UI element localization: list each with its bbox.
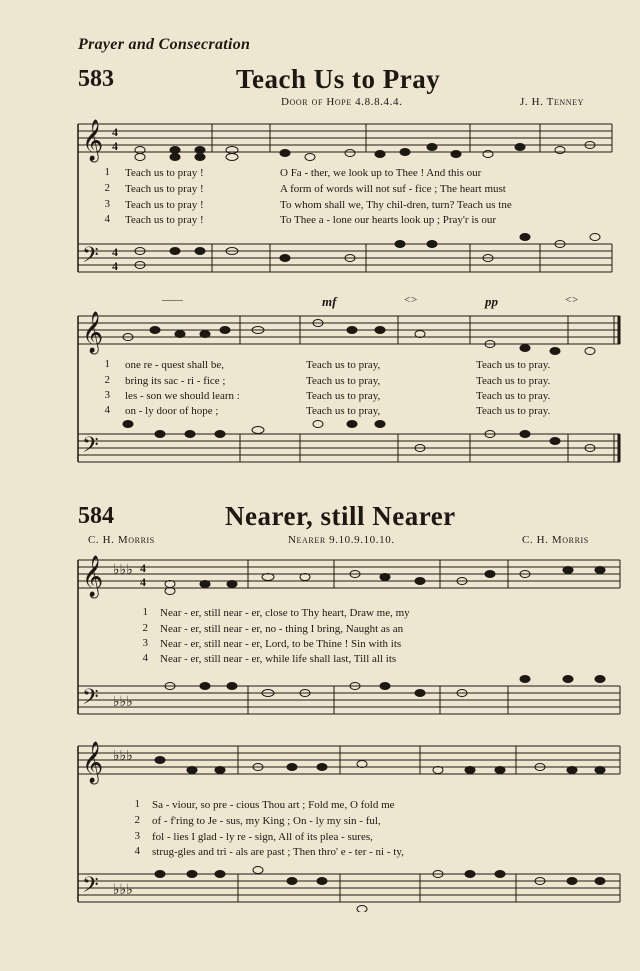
verse-text: Teach us to pray ! xyxy=(125,199,204,211)
hymn-584-title: Nearer, still Nearer xyxy=(225,501,456,531)
svg-text:𝄢: 𝄢 xyxy=(82,243,99,272)
verse-text: strug-gles and tri - als are past ; Then thro' e - ter - ni - ty, xyxy=(152,846,404,858)
verse-text: Teach us to pray. xyxy=(476,405,551,417)
verse-text: Near - er, still near - er, Lord, to be Thine ! Sin with its xyxy=(160,638,402,650)
svg-text:4: 4 xyxy=(112,259,118,273)
verse-text: Near - er, still near - er, while life shall last, Till all its xyxy=(160,653,397,665)
hymn-584-author: C. H. Morris xyxy=(88,534,155,546)
hymn-584-number: 584 xyxy=(78,503,114,529)
verse-text: Teach us to pray, xyxy=(306,375,381,387)
verse-text: Teach us to pray ! xyxy=(125,183,204,195)
verse-text: Teach us to pray, xyxy=(306,359,381,371)
hymn-583-number: 583 xyxy=(78,66,114,92)
verse-text: on - ly door of hope ; xyxy=(125,405,219,417)
verse-text: fol - lies I glad - ly re - sign, All of its plea - sures, xyxy=(152,831,373,843)
verse-text: Teach us to pray ! xyxy=(125,214,204,226)
svg-text:𝄞: 𝄞 xyxy=(82,742,104,782)
verse-text: Teach us to pray, xyxy=(306,405,381,417)
hymn-584-tune: Nearer 9.10.9.10.10. xyxy=(288,534,395,546)
verse-text: les - son we should learn : xyxy=(125,390,240,402)
svg-text:♭♭♭: ♭♭♭ xyxy=(113,883,133,898)
svg-text:4: 4 xyxy=(112,139,118,153)
svg-text:4: 4 xyxy=(140,575,146,589)
verse-text: Sa - viour, so pre - cious Thou art ; Fold me, O fold me xyxy=(152,799,395,811)
hymn-584-composer: C. H. Morris xyxy=(522,534,589,546)
crescendo-mark: —— xyxy=(162,294,182,306)
dynamic-mark: mf xyxy=(322,294,337,309)
verse-text: one re - quest shall be, xyxy=(125,359,224,371)
svg-text:𝄢: 𝄢 xyxy=(82,685,99,714)
verse-text: Teach us to pray, xyxy=(306,390,381,402)
svg-text:𝄢: 𝄢 xyxy=(82,433,99,462)
svg-text:𝄞: 𝄞 xyxy=(82,120,104,160)
verse-text: bring its sac - ri - fice ; xyxy=(125,375,226,387)
verse-text: Teach us to pray. xyxy=(476,375,551,387)
svg-text:𝄞: 𝄞 xyxy=(82,556,104,596)
svg-text:♭♭♭: ♭♭♭ xyxy=(113,695,133,710)
verse-text: O Fa - ther, we look up to Thee ! And this our xyxy=(280,167,482,179)
svg-text:𝄞: 𝄞 xyxy=(82,312,104,352)
dynamic-mark: pp xyxy=(485,294,498,309)
verse-text: To whom shall we, Thy chil-dren, turn? Teach us tne xyxy=(280,199,512,211)
hairpin-mark: < > xyxy=(404,294,417,306)
verse-text: Teach us to pray ! xyxy=(125,167,204,179)
svg-text:4: 4 xyxy=(112,245,118,259)
verse-text: A form of words will not suf - fice ; The heart must xyxy=(280,183,506,195)
verse-text: Teach us to pray. xyxy=(476,390,551,402)
hairpin-mark: < > xyxy=(565,294,578,306)
verse-text: To Thee a - lone our hearts look up ; Pray'r is our xyxy=(280,214,497,226)
verse-text: Teach us to pray. xyxy=(476,359,551,371)
hymn-583-tune: Door of Hope 4.8.8.4.4. xyxy=(281,96,403,108)
svg-text:♭♭♭: ♭♭♭ xyxy=(113,749,133,764)
svg-text:4: 4 xyxy=(112,125,118,139)
section-title: Prayer and Consecration xyxy=(78,36,251,53)
verse-text: Near - er, still near - er, no - thing I bring, Naught as an xyxy=(160,623,404,635)
hymn-583-composer: J. H. Tenney xyxy=(520,96,585,108)
hymn-583-title: Teach Us to Pray xyxy=(236,64,441,94)
svg-text:4: 4 xyxy=(140,561,146,575)
verse-text: of - f'ring to Je - sus, my King ; On - ly my sin - ful, xyxy=(152,815,381,827)
verse-text: Near - er, still near - er, close to Thy heart, Draw me, my xyxy=(160,607,410,619)
svg-text:𝄢: 𝄢 xyxy=(82,873,99,902)
svg-text:♭♭♭: ♭♭♭ xyxy=(113,563,133,578)
